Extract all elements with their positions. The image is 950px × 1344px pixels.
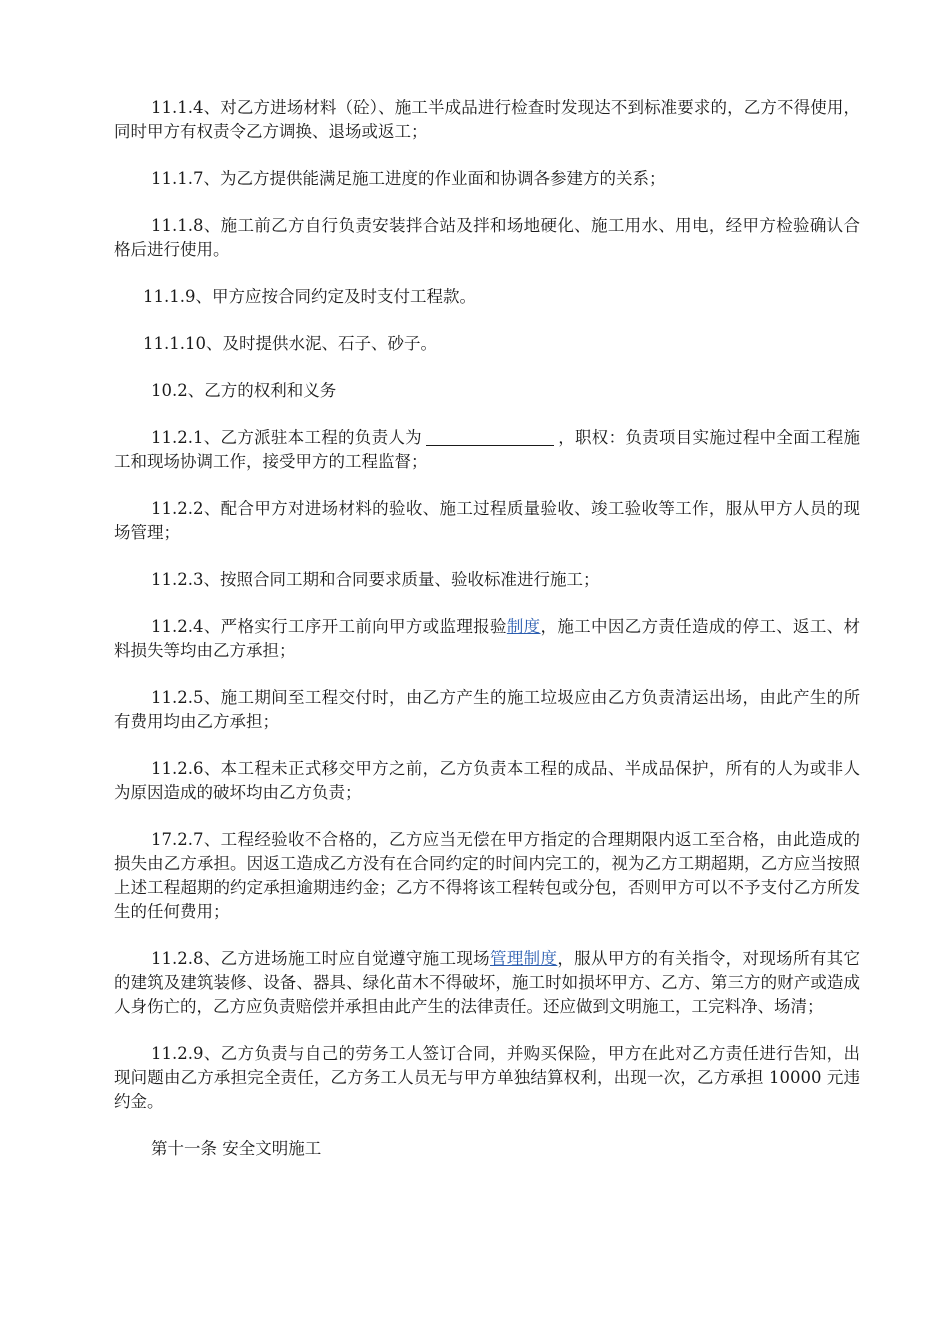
clause-11-2-1-rest: ，职权：负责项目实施过程中全面工程施工和现场协调工作，接受甲方的工程监督； [114,428,861,471]
clause-11-2-9: 11.2.9、乙方负责与自己的劳务工人签订合同，并购买保险，甲方在此对乙方责任进行告知，出现问题由乙方承担完全责任，乙方务工人员无与甲方单独结算权利，出现一次，乙方承担 10000 元违约金。 [114,1044,860,1111]
clause-11-1-9: 11.1.9、甲方应按合同约定及时支付工程款。 [143,287,476,306]
clause-11-2-4-lead: 11.2.4、严格实行工序开工前向甲方或监理报验 [151,617,507,636]
article-11-heading: 第十一条 安全文明施工 [151,1139,322,1158]
document-page [114,96,860,1184]
clause-11-1-7: 11.1.7、为乙方提供能满足施工进度的作业面和协调各参建方的关系； [151,169,666,188]
clause-11-1-8: 11.1.8、施工前乙方自行负责安装拌合站及拌和场地硬化、施工用水、用电，经甲方检验确认合格后进行使用。 [114,216,860,259]
clause-11-2-3: 11.2.3、按照合同工期和合同要求质量、验收标准进行施工； [151,570,600,589]
clause-11-2-1-lead: 11.2.1、乙方派驻本工程的负责人为 [151,428,422,447]
clause-17-2-7: 17.2.7、工程经验收不合格的，乙方应当无偿在甲方指定的合理期限内返工至合格，由此造成的损失由乙方承担。因返工造成乙方没有在合同约定的时间内完工的，视为乙方工期超期，乙方应当按照上述工程超期的约定承担逾期违约金；乙方不得将该工程转包或分包，否则甲方可以不予支付乙方所发生的任何费用； [114,830,860,921]
clause-11-2-8-lead: 11.2.8、乙方进场施工时应自觉遵守施工现场 [151,949,490,968]
clause-11-2-8-rest: ，服从甲方的有关指令，对现场所有其它的建筑及建筑装修、设备、器具、绿化苗木不得破坏，施工时如损坏甲方、乙方、第三方的财产或造成人身伤亡的，乙方应负责赔偿并承担由此产生的法律责任。还应做到文明施工，工完料净、场清； [114,949,861,1016]
clause-11-2-4 [114,615,860,663]
clause-11-2-6: 11.2.6、本工程未正式移交甲方之前，乙方负责本工程的成品、半成品保护，所有的人为或非人为原因造成的破坏均由乙方负责； [114,759,860,802]
responsible-person-blank [426,428,554,446]
clause-11-1-4: 11.1.4、对乙方进场材料（砼）、施工半成品进行检查时发现达不到标准要求的，乙方不得使用，同时甲方有权责令乙方调换、退场或返工； [114,98,860,141]
section-10-2-heading: 10.2、乙方的权利和义务 [151,381,337,400]
clause-11-2-1 [114,426,860,474]
clause-11-1-10: 11.1.10、及时提供水泥、石子、砂子。 [143,334,437,353]
clause-11-2-2: 11.2.2、配合甲方对进场材料的验收、施工过程质量验收、竣工验收等工作，服从甲方人员的现场管理； [114,499,860,542]
management-system-link[interactable]: 管理制度 [490,949,558,968]
system-link[interactable]: 制度 [506,617,541,636]
clause-11-2-8 [114,947,860,1019]
clause-11-2-5: 11.2.5、施工期间至工程交付时，由乙方产生的施工垃圾应由乙方负责清运出场，由此产生的所有费用均由乙方承担； [114,688,860,731]
clause-11-2-4-rest: ，施工中因乙方责任造成的停工、返工、材料损失等均由乙方承担； [114,617,861,660]
